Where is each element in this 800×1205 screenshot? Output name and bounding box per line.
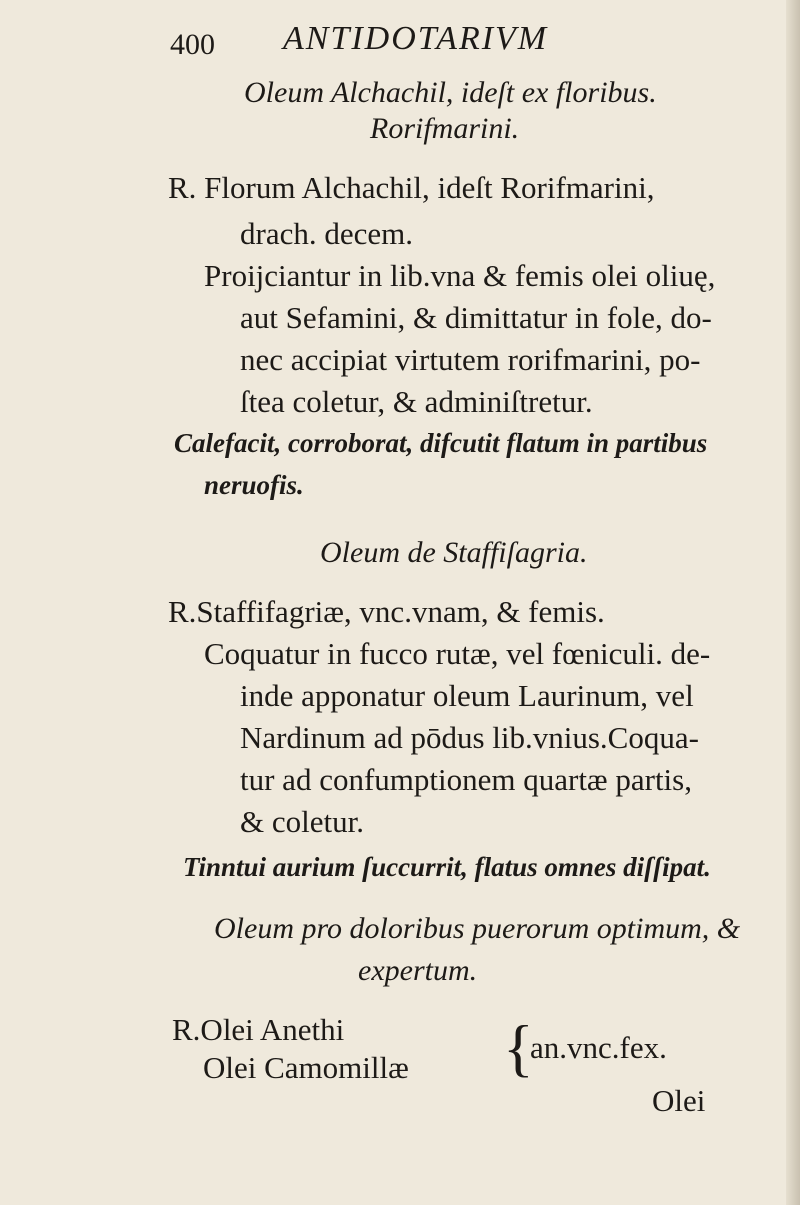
recipe-line: drach. decem. — [240, 216, 413, 251]
recipe-line: & coletur. — [240, 804, 364, 839]
recipe-line: Nardinum ad pōdus lib.vnius.Coqua- — [240, 720, 699, 755]
running-head: ANTIDOTARIVM — [283, 20, 549, 57]
section-title: Rorifmarini. — [370, 112, 520, 145]
recipe-line: aut Sefamini, & dimittatur in fole, do- — [240, 300, 712, 335]
virtue-line: neruofis. — [204, 470, 304, 500]
ingredient-line: R.Olei Anethi — [172, 1012, 345, 1047]
recipe-line: R.Staffifagriæ, vnc.vnam, & femis. — [168, 594, 605, 629]
recipe-line: ſtea coletur, & adminiſtretur. — [240, 384, 593, 419]
recipe-line: R. Florum Alchachil, ideſt Rorifmarini, — [168, 170, 655, 205]
section-title: Oleum Alchachil, ideſt ex floribus. — [244, 76, 657, 109]
ingredient-line: Olei Camomillæ — [203, 1050, 409, 1085]
recipe-line: tur ad confumptionem quartæ partis, — [240, 762, 692, 797]
section-title: expertum. — [358, 954, 478, 987]
catchword: Olei — [652, 1083, 706, 1118]
quantity-text: an.vnc.fex. — [530, 1030, 667, 1065]
section-title: Oleum pro doloribus puerorum optimum, & — [214, 912, 741, 945]
recipe-line: inde apponatur oleum Laurinum, vel — [240, 678, 694, 713]
page-number: 400 — [170, 28, 215, 61]
virtue-line: Calefacit, corroborat, difcutit flatum in partibus — [174, 428, 708, 458]
recipe-line: Proijciantur in lib.vna & femis olei oliuę, — [204, 258, 716, 293]
section-title: Oleum de Staffiſagria. — [320, 536, 588, 569]
recipe-line: nec accipiat virtutem rorifmarini, po- — [240, 342, 701, 377]
recipe-line: Coquatur in fucco rutæ, vel fœniculi. de- — [204, 636, 711, 671]
brace: { — [503, 1012, 534, 1083]
virtue-line: Tinntui aurium ſuccurrit, flatus omnes diſſipat. — [183, 852, 711, 882]
page-edge — [786, 0, 800, 1205]
